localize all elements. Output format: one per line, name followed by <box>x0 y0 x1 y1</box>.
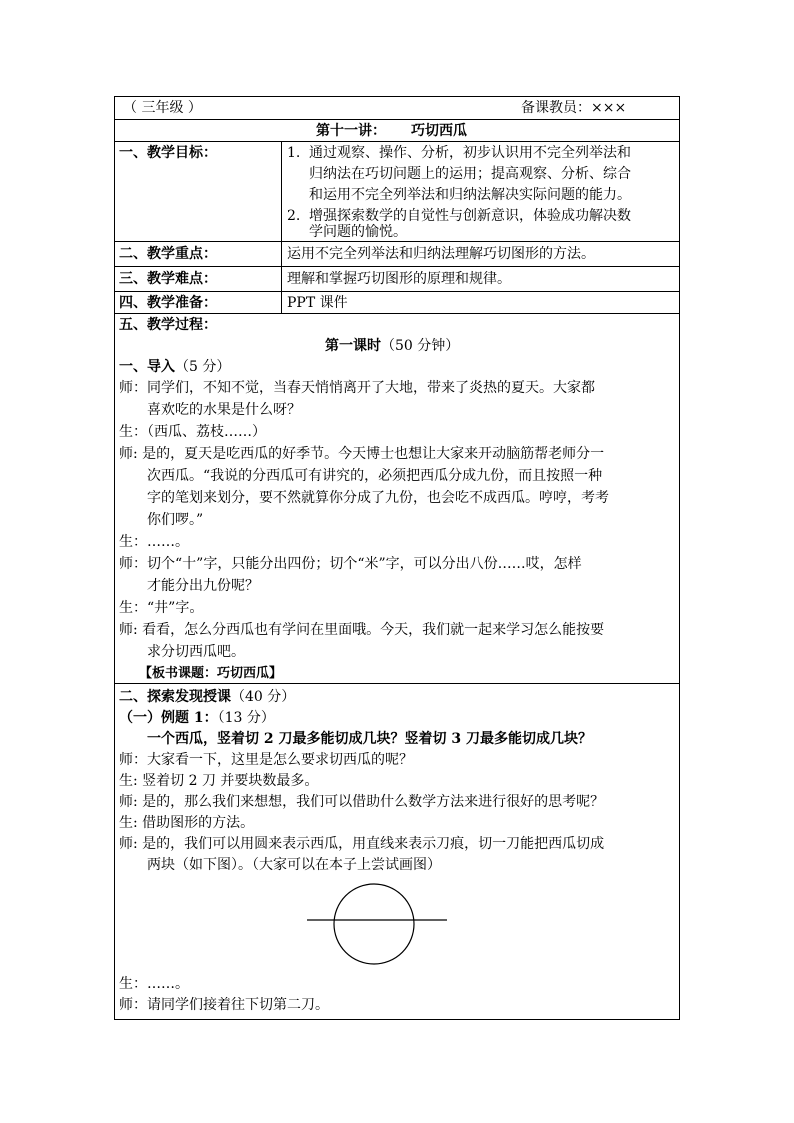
goal-2-line-2: 学问题的愉悦。 <box>309 224 407 240</box>
intro-heading-text: 一、导入 <box>119 359 175 375</box>
goal-1-number: 1. <box>287 145 301 161</box>
lesson-title: 巧切西瓜 <box>411 123 467 139</box>
dialogue-line: 师: 是的，夏天是吃西瓜的好季节。今天博士也想让大家来开动脑筋帮老师分一 <box>119 446 605 462</box>
board-topic: 【板书课题：巧切西瓜】 <box>139 666 283 681</box>
dialogue-line: 师: 看看，怎么分西瓜也有学问在里面哦。今天，我们就一起来学习怎么能按要 <box>119 622 605 638</box>
goal-1-line-2: 归纳法在巧切问题上的运用；提高观察、分析、综合 <box>309 166 631 182</box>
dialogue-line: 生：……。 <box>119 534 189 550</box>
example-question: 一个西瓜，竖着切 2 刀最多能切成几块？竖着切 3 刀最多能切成几块？ <box>147 731 592 747</box>
dialogue-line: 生：“井”字。 <box>119 600 204 616</box>
watermelon-cut-diagram <box>305 879 449 969</box>
goal-1-line-1: 通过观察、操作、分析，初步认识用不完全列举法和 <box>309 145 631 161</box>
dialogue-line: 两块（如下图）。（大家可以在本子上尝试画图） <box>147 857 441 873</box>
dialogue-line: 次西瓜。“我说的分西瓜可有讲究的，必须把西瓜分成九份，而且按照一种 <box>147 468 603 484</box>
goals-row <box>115 142 679 242</box>
teacher-label: 备课教员：××× <box>521 100 627 116</box>
process-section <box>115 314 679 684</box>
lesson-period-name: 第一课时 <box>325 338 381 354</box>
dialogue-line: 师：切个“十”字，只能分出四份；切个“米”字，可以分出八份……哎，怎样 <box>119 556 582 572</box>
dialogue-line: 师：同学们，不知不觉，当春天悄悄离开了大地，带来了炎热的夏天。大家都 <box>119 380 595 396</box>
example-heading <box>119 708 275 728</box>
lesson-period-time: （50 分钟） <box>381 338 460 354</box>
dialogue-line: 生：（西瓜、荔枝……） <box>119 424 266 440</box>
dialogue-line: 师: 是的，那么我们来想想，我们可以借助什么数学方法来进行很好的思考呢？ <box>119 794 605 810</box>
dialogue-line: 师: 是的，我们可以用圆来表示西瓜，用直线来表示刀痕，切一刀能把西瓜切成 <box>119 836 605 852</box>
intro-heading-time: （5 分） <box>175 359 231 375</box>
lesson-plan-table <box>114 96 680 1020</box>
goal-2-line-1: 增强探索数学的自觉性与创新意识，体验成功解决数 <box>309 208 631 224</box>
lecture-number: 第十一讲： <box>316 123 386 139</box>
preparation-label: 四、教学准备： <box>119 295 217 311</box>
key-point-label: 二、教学重点： <box>119 246 217 262</box>
difficulty-label: 三、教学难点： <box>119 271 217 287</box>
header-row <box>115 97 679 120</box>
preparation-text: PPT 课件 <box>287 295 348 311</box>
key-point-text: 运用不完全列举法和归纳法理解巧切图形的方法。 <box>287 246 595 262</box>
lesson-period <box>325 336 459 356</box>
key-point-row <box>115 242 679 267</box>
dialogue-line: 生: 竖着切 2 刀 并要块数最多。 <box>119 773 319 789</box>
watermelon-circle <box>334 884 414 964</box>
title-row <box>115 120 679 142</box>
explore-section <box>115 684 679 1019</box>
explore-heading-text: 二、探索发现授课 <box>119 689 231 705</box>
dialogue-line: 你们啰。” <box>147 512 204 528</box>
goal-2-number: 2. <box>287 208 301 224</box>
dialogue-line: 师：大家看一下，这里是怎么要求切西瓜的呢？ <box>119 752 413 768</box>
goal-1-line-3: 和运用不完全列举法和归纳法解决实际问题的能力。 <box>309 187 631 203</box>
preparation-row <box>115 292 679 314</box>
explore-heading <box>119 687 295 707</box>
grade-label: （ 三年级 ） <box>123 100 202 116</box>
goals-label: 一、教学目标： <box>119 145 217 161</box>
dialogue-line: 字的笔划来划分，要不然就算你分成了九份，也会吃不成西瓜。哼哼，考考 <box>147 490 609 506</box>
dialogue-line: 师：请同学们接着往下切第二刀。 <box>119 997 329 1013</box>
dialogue-line: 生: 借助图形的方法。 <box>119 815 255 831</box>
difficulty-text: 理解和掌握巧切图形的原理和规律。 <box>287 271 511 287</box>
dialogue-line: 求分切西瓜吧。 <box>147 644 245 660</box>
example-heading-time: （13 分） <box>217 710 275 726</box>
difficulty-row <box>115 267 679 292</box>
dialogue-line: 生：……。 <box>119 976 189 992</box>
example-heading-text: （一）例题 1： <box>119 710 218 726</box>
dialogue-line: 喜欢吃的水果是什么呀？ <box>147 402 301 418</box>
intro-heading <box>119 357 230 377</box>
explore-heading-time: （40 分） <box>231 689 296 705</box>
dialogue-line: 才能分出九份呢？ <box>147 578 259 594</box>
process-label: 五、教学过程： <box>119 317 217 333</box>
